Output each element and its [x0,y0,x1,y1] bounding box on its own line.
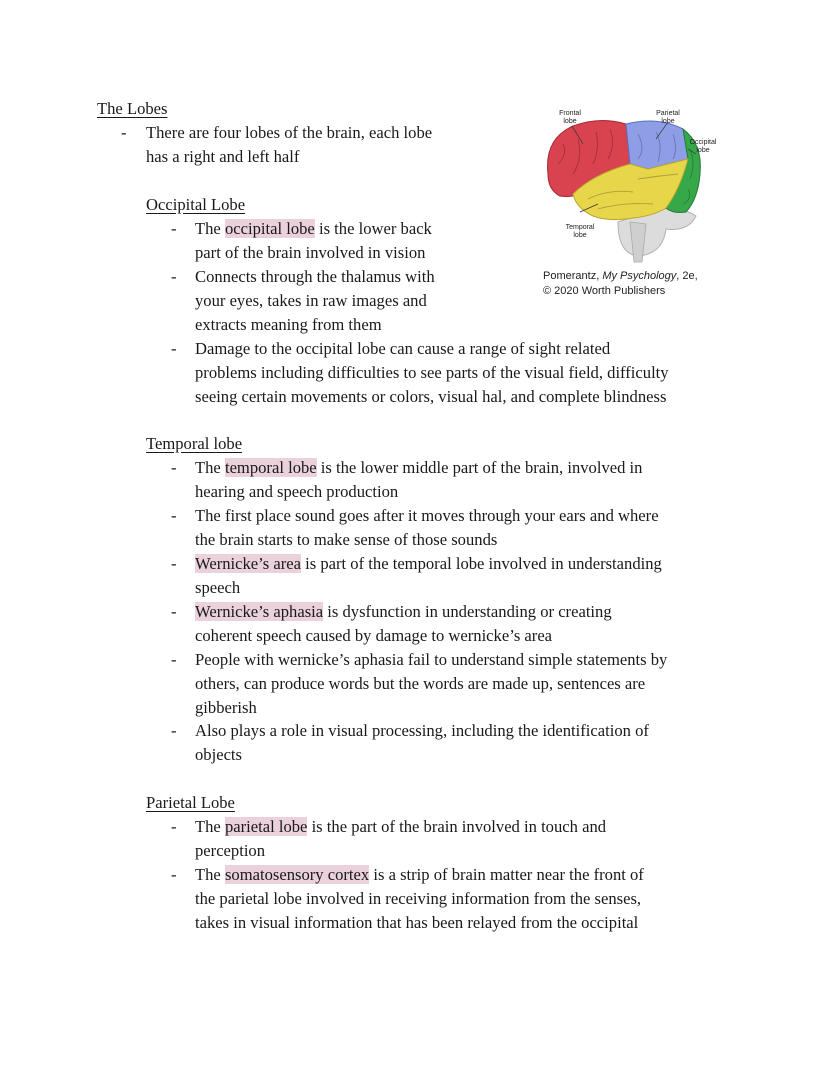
highlight-term: occipital lobe [224,219,315,238]
bullet-dash: - [171,506,177,525]
label-text: lobe [661,118,675,125]
text: is part of the temporal lobe involved in understanding [301,554,662,573]
occipital-heading: Occipital Lobe [146,195,246,214]
brain-figure [538,104,728,294]
label-text: lobe [696,147,710,154]
text: is the part of the brain involved in touch and [307,817,607,836]
temporal-bullet-4-line-2: coherent speech caused by damage to wernicke’s area [195,626,553,645]
text: The [195,219,225,238]
temporal-bullet-1 [195,456,642,480]
temporal-bullet-3-line-2: speech [195,578,241,597]
label-text: lobe [573,232,587,239]
highlight-term: temporal lobe [224,458,317,477]
caption-line-1 [543,269,698,284]
intro-line-1: There are four lobes of the brain, each lobe [146,123,433,142]
label-text: Temporal [565,224,595,231]
temporal-heading: Temporal lobe [146,434,243,453]
text: , 2e, [676,270,698,282]
temporal-bullet-5-line-3: gibberish [195,698,257,717]
figure-caption [543,269,698,299]
text: Pomerantz, [543,270,603,282]
frontal-label [550,110,590,126]
bullet-dash: - [171,267,177,286]
bullet-dash: - [171,219,177,238]
section-title: The Lobes [97,99,168,118]
highlight-term: parietal lobe [224,817,308,836]
occipital-bullet-1-line-2: part of the brain involved in vision [195,243,426,262]
highlight-term: Wernicke’s area [195,554,301,573]
brainstem-shape [630,222,646,262]
temporal-bullet-6: Also plays a role in visual processing, including the identification of [195,721,649,740]
occipital-bullet-1 [195,217,432,241]
caption-line-2: © 2020 Worth Publishers [543,285,666,297]
text: is the lower back [314,219,432,238]
bullet-dash: - [171,650,177,669]
brain-illustration [538,104,728,264]
bullet-dash: - [171,721,177,740]
text: The [195,817,225,836]
bullet-dash: - [171,458,177,477]
bullet-dash: - [171,554,177,573]
highlight-term: Wernicke’s aphasia [195,602,324,621]
intro-line-2: has a right and left half [146,147,300,166]
label-text: Parietal [656,110,680,117]
occipital-label [683,139,723,155]
bullet-dash: - [121,123,127,142]
text: is a strip of brain matter near the front of [369,865,644,884]
parietal-bullet-1-line-2: perception [195,841,266,860]
bullet-dash: - [171,602,177,621]
text: is dysfunction in understanding or creating [323,602,612,621]
text: The [195,865,225,884]
temporal-bullet-1-line-2: hearing and speech production [195,482,399,501]
temporal-bullet-5: People with wernicke’s aphasia fail to understand simple statements by [195,650,668,669]
temporal-bullet-3 [195,552,662,576]
temporal-label [558,224,602,240]
text: My Psychology [602,270,677,282]
bullet-dash: - [171,817,177,836]
occipital-bullet-2-line-2: your eyes, takes in raw images and [195,291,427,310]
temporal-bullet-5-line-2: others, can produce words but the words are made up, sentences are [195,674,646,693]
label-text: lobe [563,118,577,125]
occipital-bullet-3: Damage to the occipital lobe can cause a range of sight related [195,339,611,358]
occipital-bullet-2-line-3: extracts meaning from them [195,315,382,334]
bullet-dash: - [171,339,177,358]
parietal-label [648,110,688,126]
label-text: Occipital [689,139,717,146]
occipital-bullet-3-line-3: seeing certain movements or colors, visual hal, and complete blindness [195,387,667,406]
temporal-bullet-2-line-2: the brain starts to make sense of those sounds [195,530,498,549]
occipital-bullet-2: Connects through the thalamus with [195,267,435,286]
highlight-term: somatosensory cortex [224,865,370,884]
parietal-bullet-2-line-2: the parietal lobe involved in receiving information from the senses, [195,889,642,908]
parietal-bullet-2-line-3: takes in visual information that has been relayed from the occipital [195,913,639,932]
parietal-bullet-2 [195,863,644,887]
occipital-bullet-3-line-2: problems including difficulties to see parts of the visual field, difficulty [195,363,669,382]
text: is the lower middle part of the brain, involved in [316,458,643,477]
temporal-bullet-4 [195,600,612,624]
parietal-bullet-1 [195,815,606,839]
bullet-dash: - [171,865,177,884]
text: The [195,458,225,477]
parietal-heading: Parietal Lobe [146,793,235,812]
temporal-bullet-6-line-2: objects [195,745,243,764]
label-text: Frontal [559,110,581,117]
temporal-bullet-2: The first place sound goes after it moves through your ears and where [195,506,659,525]
